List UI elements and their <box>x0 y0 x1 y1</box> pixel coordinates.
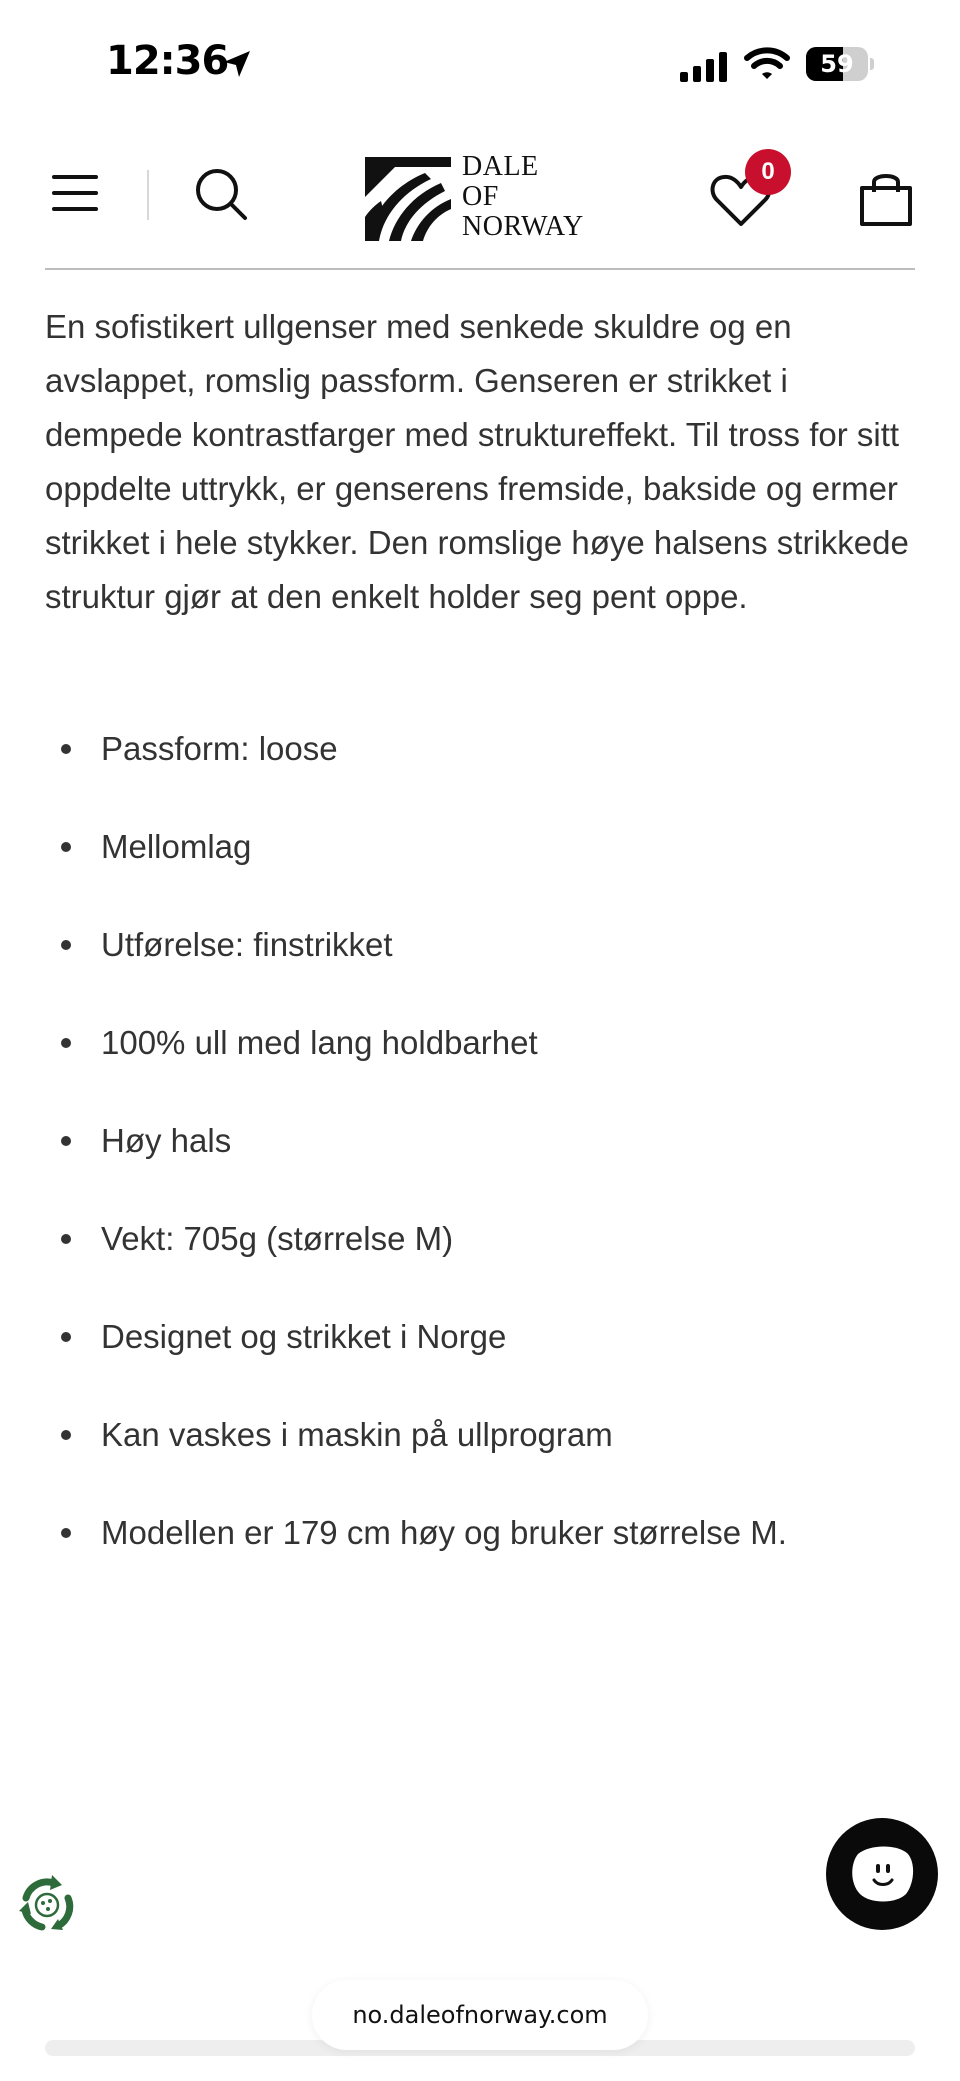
bullet-icon <box>61 1234 71 1244</box>
location-arrow-icon <box>221 48 253 80</box>
feature-text: 100% ull med lang holdbarhet <box>101 1024 538 1061</box>
bullet-icon <box>61 842 71 852</box>
search-icon[interactable] <box>193 166 249 222</box>
feature-list <box>45 724 915 1606</box>
site-header <box>45 130 915 270</box>
wishlist-count-badge[interactable]: 0 <box>745 149 791 195</box>
url-bar[interactable]: no.daleofnorway.com <box>312 1980 648 2050</box>
dale-of-norway-logo[interactable] <box>365 152 605 244</box>
logo-line-3: NORWAY <box>462 211 584 242</box>
cellular-signal-icon <box>680 50 730 82</box>
list-item <box>45 1508 915 1606</box>
hamburger-menu-icon[interactable] <box>52 173 98 213</box>
logo-line-1: DALE <box>462 151 539 182</box>
feature-text: Passform: loose <box>101 730 338 767</box>
logo-line-2: OF <box>462 181 499 212</box>
list-item <box>45 1116 915 1214</box>
product-details <box>45 300 915 1551</box>
feature-text: Kan vaskes i maskin på ullprogram <box>101 1416 613 1453</box>
header-divider <box>147 170 149 220</box>
bullet-icon <box>61 1528 71 1538</box>
list-item <box>45 1312 915 1410</box>
feature-text: Høy hals <box>101 1122 232 1159</box>
feature-text: Utførelse: finstrikket <box>101 926 393 963</box>
battery-level: 59 <box>820 50 854 78</box>
bullet-icon <box>61 1038 71 1048</box>
bullet-icon <box>61 1136 71 1146</box>
list-item <box>45 724 915 822</box>
status-bar <box>0 0 960 130</box>
wifi-icon <box>744 46 790 82</box>
list-item <box>45 1410 915 1508</box>
bullet-icon <box>61 744 71 754</box>
status-time: 12:36 <box>106 38 229 84</box>
chat-button[interactable] <box>826 1818 938 1930</box>
shopping-bag-icon[interactable] <box>858 168 914 228</box>
feature-text: Designet og strikket i Norge <box>101 1318 507 1355</box>
recycle-icon[interactable] <box>14 1872 80 1938</box>
bullet-icon <box>61 1430 71 1440</box>
list-item <box>45 1018 915 1116</box>
logo-mark-icon <box>365 157 451 241</box>
product-description: En sofistikert ullgenser med senkede skuldre og en avslappet, romslig passform. Genseren er strikket i dempede kontrastfarger med struktureffekt. Til tross for sitt oppdelte uttrykk, er genserens fremside, bakside og ermer strikket i hele stykker. Den romslige høye halsens strikkede struktur gjør at den enkelt holder seg pent oppe. <box>45 308 909 615</box>
list-item <box>45 920 915 1018</box>
feature-text: Vekt: 705g (størrelse M) <box>101 1220 454 1257</box>
bullet-icon <box>61 940 71 950</box>
list-item <box>45 1214 915 1312</box>
list-item <box>45 822 915 920</box>
battery-indicator <box>806 47 874 81</box>
chat-face-icon <box>848 1842 916 1904</box>
logo-wordmark <box>462 152 584 242</box>
bullet-icon <box>61 1332 71 1342</box>
feature-text: Mellomlag <box>101 828 252 865</box>
feature-text: Modellen er 179 cm høy og bruker størrelse M. <box>101 1514 787 1551</box>
